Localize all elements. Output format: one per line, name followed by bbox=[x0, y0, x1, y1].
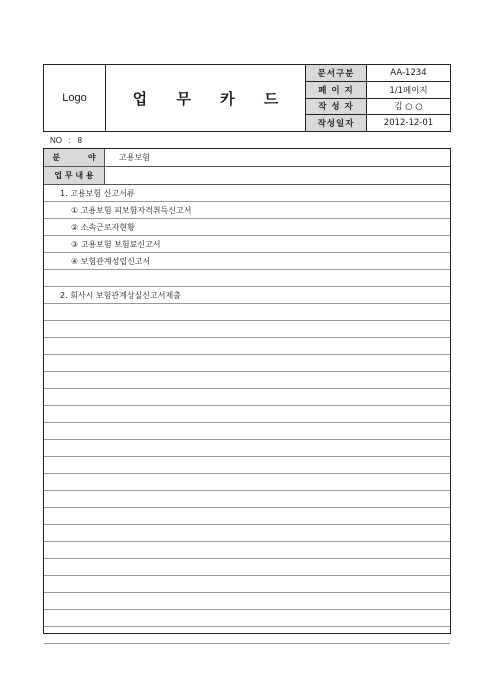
content-line bbox=[44, 525, 450, 542]
meta-label: 작 성 자 bbox=[306, 99, 367, 115]
meta-row-doc-type bbox=[306, 65, 450, 82]
document-number: NO : 8 bbox=[50, 136, 83, 145]
meta-row-date bbox=[306, 115, 450, 131]
content-line bbox=[44, 559, 450, 576]
content-line bbox=[44, 321, 450, 338]
content-line bbox=[44, 355, 450, 372]
content-line bbox=[44, 593, 450, 610]
content-line bbox=[44, 627, 450, 644]
content-label: 업 무 내 용 bbox=[44, 167, 105, 184]
meta-value: 김 ○ ○ bbox=[394, 102, 423, 113]
meta-label: 문서구분 bbox=[306, 65, 367, 81]
content-line: ② 소속근로자현황 bbox=[44, 219, 450, 236]
meta-value: AA-1234 bbox=[390, 67, 427, 78]
work-content-box bbox=[43, 148, 451, 634]
content-line: 1. 고용보험 신고서류 bbox=[44, 185, 450, 202]
category-row bbox=[44, 149, 450, 167]
content-value bbox=[105, 167, 450, 184]
content-line: 2. 회사시 보험관계상실신고서제출 bbox=[44, 287, 450, 304]
content-line bbox=[44, 389, 450, 406]
meta-value: 1/1페이지 bbox=[389, 85, 428, 96]
content-line bbox=[44, 423, 450, 440]
meta-label: 작성일자 bbox=[306, 115, 367, 131]
category-label: 분 야 bbox=[44, 149, 105, 166]
content-line bbox=[44, 610, 450, 627]
content-line bbox=[44, 304, 450, 321]
content-line bbox=[44, 474, 450, 491]
content-line bbox=[44, 440, 450, 457]
content-line bbox=[44, 338, 450, 355]
page-title: 업 무 카 드 bbox=[132, 89, 291, 108]
category-value: 고용보험 bbox=[119, 153, 150, 162]
meta-table bbox=[305, 65, 450, 131]
meta-label: 페 이 지 bbox=[306, 82, 367, 98]
content-line bbox=[44, 542, 450, 559]
content-lines bbox=[44, 185, 450, 644]
meta-row-author bbox=[306, 99, 450, 116]
header-table bbox=[43, 64, 451, 132]
content-line bbox=[44, 270, 450, 287]
content-line bbox=[44, 576, 450, 593]
content-line: ③ 고용보험 보험료신고서 bbox=[44, 236, 450, 253]
meta-row-page bbox=[306, 82, 450, 99]
logo: Logo bbox=[44, 65, 106, 131]
content-line bbox=[44, 508, 450, 525]
content-row bbox=[44, 167, 450, 185]
content-line bbox=[44, 457, 450, 474]
content-line bbox=[44, 491, 450, 508]
content-line: ① 고용보험 피보험자격취득신고서 bbox=[44, 202, 450, 219]
content-line: ④ 보험관계성립신고서 bbox=[44, 253, 450, 270]
content-line bbox=[44, 372, 450, 389]
content-line bbox=[44, 406, 450, 423]
meta-value: 2012-12-01 bbox=[383, 118, 434, 129]
